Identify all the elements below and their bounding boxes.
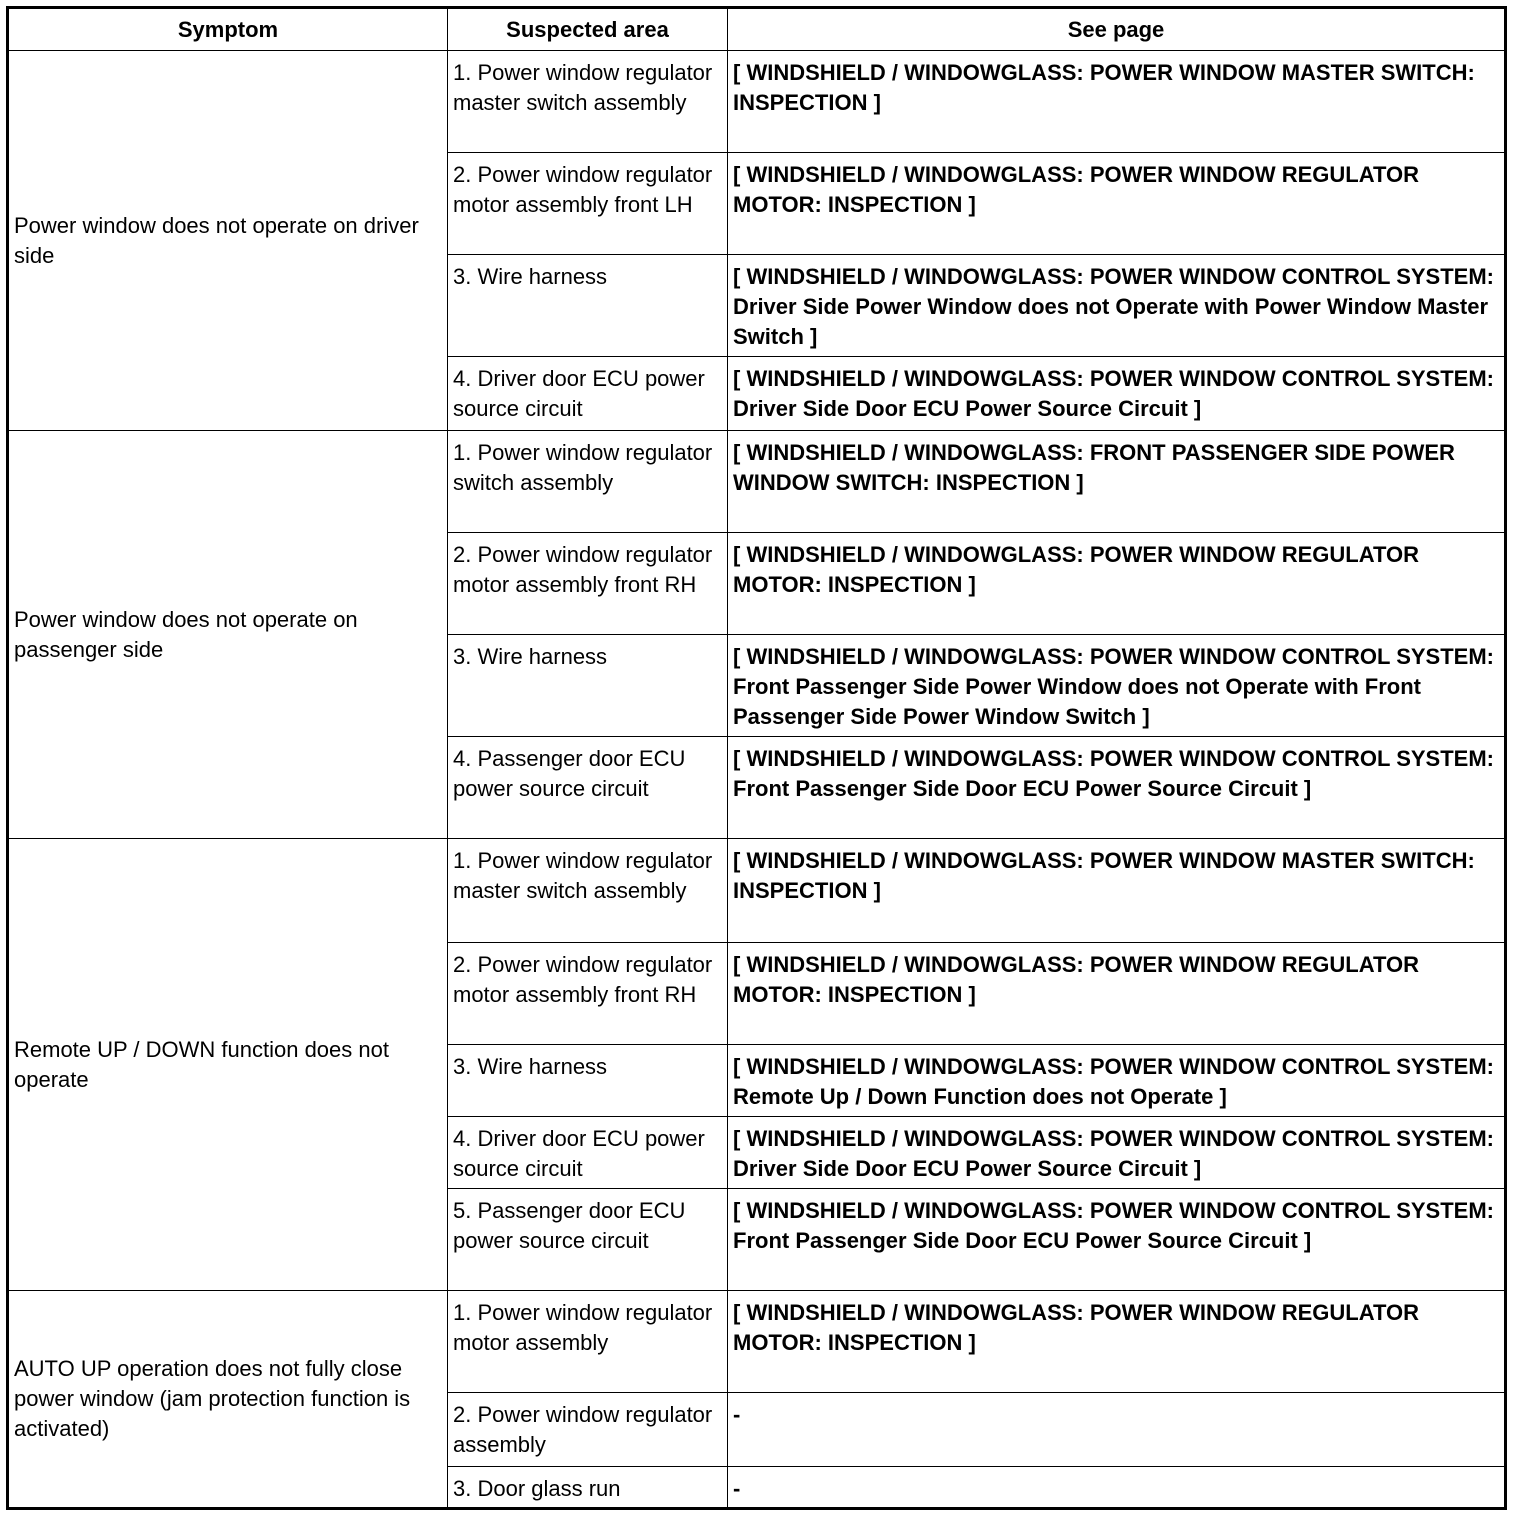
table-row	[8, 839, 1506, 943]
see-page-link[interactable]: [ WINDSHIELD / WINDOWGLASS: POWER WINDOW REGULATOR MOTOR: INSPECTION ]	[728, 1291, 1506, 1393]
troubleshooting-table	[6, 6, 1507, 1510]
table-row	[8, 1291, 1506, 1393]
header-symptom: Symptom	[8, 8, 448, 51]
suspected-area-cell: 2. Power window regulator motor assembly front RH	[448, 533, 728, 635]
suspected-area-cell: 5. Passenger door ECU power source circuit	[448, 1189, 728, 1291]
symptom-cell: AUTO UP operation does not fully close power window (jam protection function is activated)	[8, 1291, 448, 1509]
see-page-link[interactable]: [ WINDSHIELD / WINDOWGLASS: POWER WINDOW REGULATOR MOTOR: INSPECTION ]	[728, 533, 1506, 635]
see-page-link[interactable]: [ WINDSHIELD / WINDOWGLASS: POWER WINDOW CONTROL SYSTEM: Driver Side Door ECU Power Source Circuit ]	[728, 1117, 1506, 1189]
suspected-area-cell: 3. Door glass run	[448, 1467, 728, 1509]
suspected-area-cell: 4. Driver door ECU power source circuit	[448, 357, 728, 431]
header-see-page: See page	[728, 8, 1506, 51]
see-page-link[interactable]: [ WINDSHIELD / WINDOWGLASS: POWER WINDOW REGULATOR MOTOR: INSPECTION ]	[728, 943, 1506, 1045]
symptom-cell: Remote UP / DOWN function does not operate	[8, 839, 448, 1291]
suspected-area-cell: 3. Wire harness	[448, 1045, 728, 1117]
suspected-area-cell: 2. Power window regulator motor assembly front RH	[448, 943, 728, 1045]
header-suspected-area: Suspected area	[448, 8, 728, 51]
see-page-link[interactable]: [ WINDSHIELD / WINDOWGLASS: FRONT PASSENGER SIDE POWER WINDOW SWITCH: INSPECTION ]	[728, 431, 1506, 533]
table-row	[8, 51, 1506, 153]
suspected-area-cell: 2. Power window regulator assembly	[448, 1393, 728, 1467]
see-page-link[interactable]: -	[728, 1467, 1506, 1509]
suspected-area-cell: 1. Power window regulator motor assembly	[448, 1291, 728, 1393]
see-page-link[interactable]: [ WINDSHIELD / WINDOWGLASS: POWER WINDOW CONTROL SYSTEM: Front Passenger Side Power Window does not Operate with Front Passenger Side Power Window Switch ]	[728, 635, 1506, 737]
see-page-link[interactable]: -	[728, 1393, 1506, 1467]
see-page-link[interactable]: [ WINDSHIELD / WINDOWGLASS: POWER WINDOW CONTROL SYSTEM: Remote Up / Down Function does not Operate ]	[728, 1045, 1506, 1117]
table-row	[8, 431, 1506, 533]
see-page-link[interactable]: [ WINDSHIELD / WINDOWGLASS: POWER WINDOW MASTER SWITCH: INSPECTION ]	[728, 51, 1506, 153]
suspected-area-cell: 1. Power window regulator switch assembly	[448, 431, 728, 533]
suspected-area-cell: 4. Driver door ECU power source circuit	[448, 1117, 728, 1189]
see-page-link[interactable]: [ WINDSHIELD / WINDOWGLASS: POWER WINDOW MASTER SWITCH: INSPECTION ]	[728, 839, 1506, 943]
header-row	[8, 8, 1506, 51]
see-page-link[interactable]: [ WINDSHIELD / WINDOWGLASS: POWER WINDOW CONTROL SYSTEM: Driver Side Power Window does not Operate with Power Window Master Switch ]	[728, 255, 1506, 357]
see-page-link[interactable]: [ WINDSHIELD / WINDOWGLASS: POWER WINDOW CONTROL SYSTEM: Driver Side Door ECU Power Source Circuit ]	[728, 357, 1506, 431]
suspected-area-cell: 4. Passenger door ECU power source circuit	[448, 737, 728, 839]
suspected-area-cell: 1. Power window regulator master switch assembly	[448, 839, 728, 943]
see-page-link[interactable]: [ WINDSHIELD / WINDOWGLASS: POWER WINDOW REGULATOR MOTOR: INSPECTION ]	[728, 153, 1506, 255]
suspected-area-cell: 3. Wire harness	[448, 635, 728, 737]
see-page-link[interactable]: [ WINDSHIELD / WINDOWGLASS: POWER WINDOW CONTROL SYSTEM: Front Passenger Side Door ECU Power Source Circuit ]	[728, 1189, 1506, 1291]
suspected-area-cell: 2. Power window regulator motor assembly front LH	[448, 153, 728, 255]
see-page-link[interactable]: [ WINDSHIELD / WINDOWGLASS: POWER WINDOW CONTROL SYSTEM: Front Passenger Side Door ECU Power Source Circuit ]	[728, 737, 1506, 839]
symptom-cell: Power window does not operate on passenger side	[8, 431, 448, 839]
suspected-area-cell: 1. Power window regulator master switch assembly	[448, 51, 728, 153]
symptom-cell: Power window does not operate on driver side	[8, 51, 448, 431]
suspected-area-cell: 3. Wire harness	[448, 255, 728, 357]
